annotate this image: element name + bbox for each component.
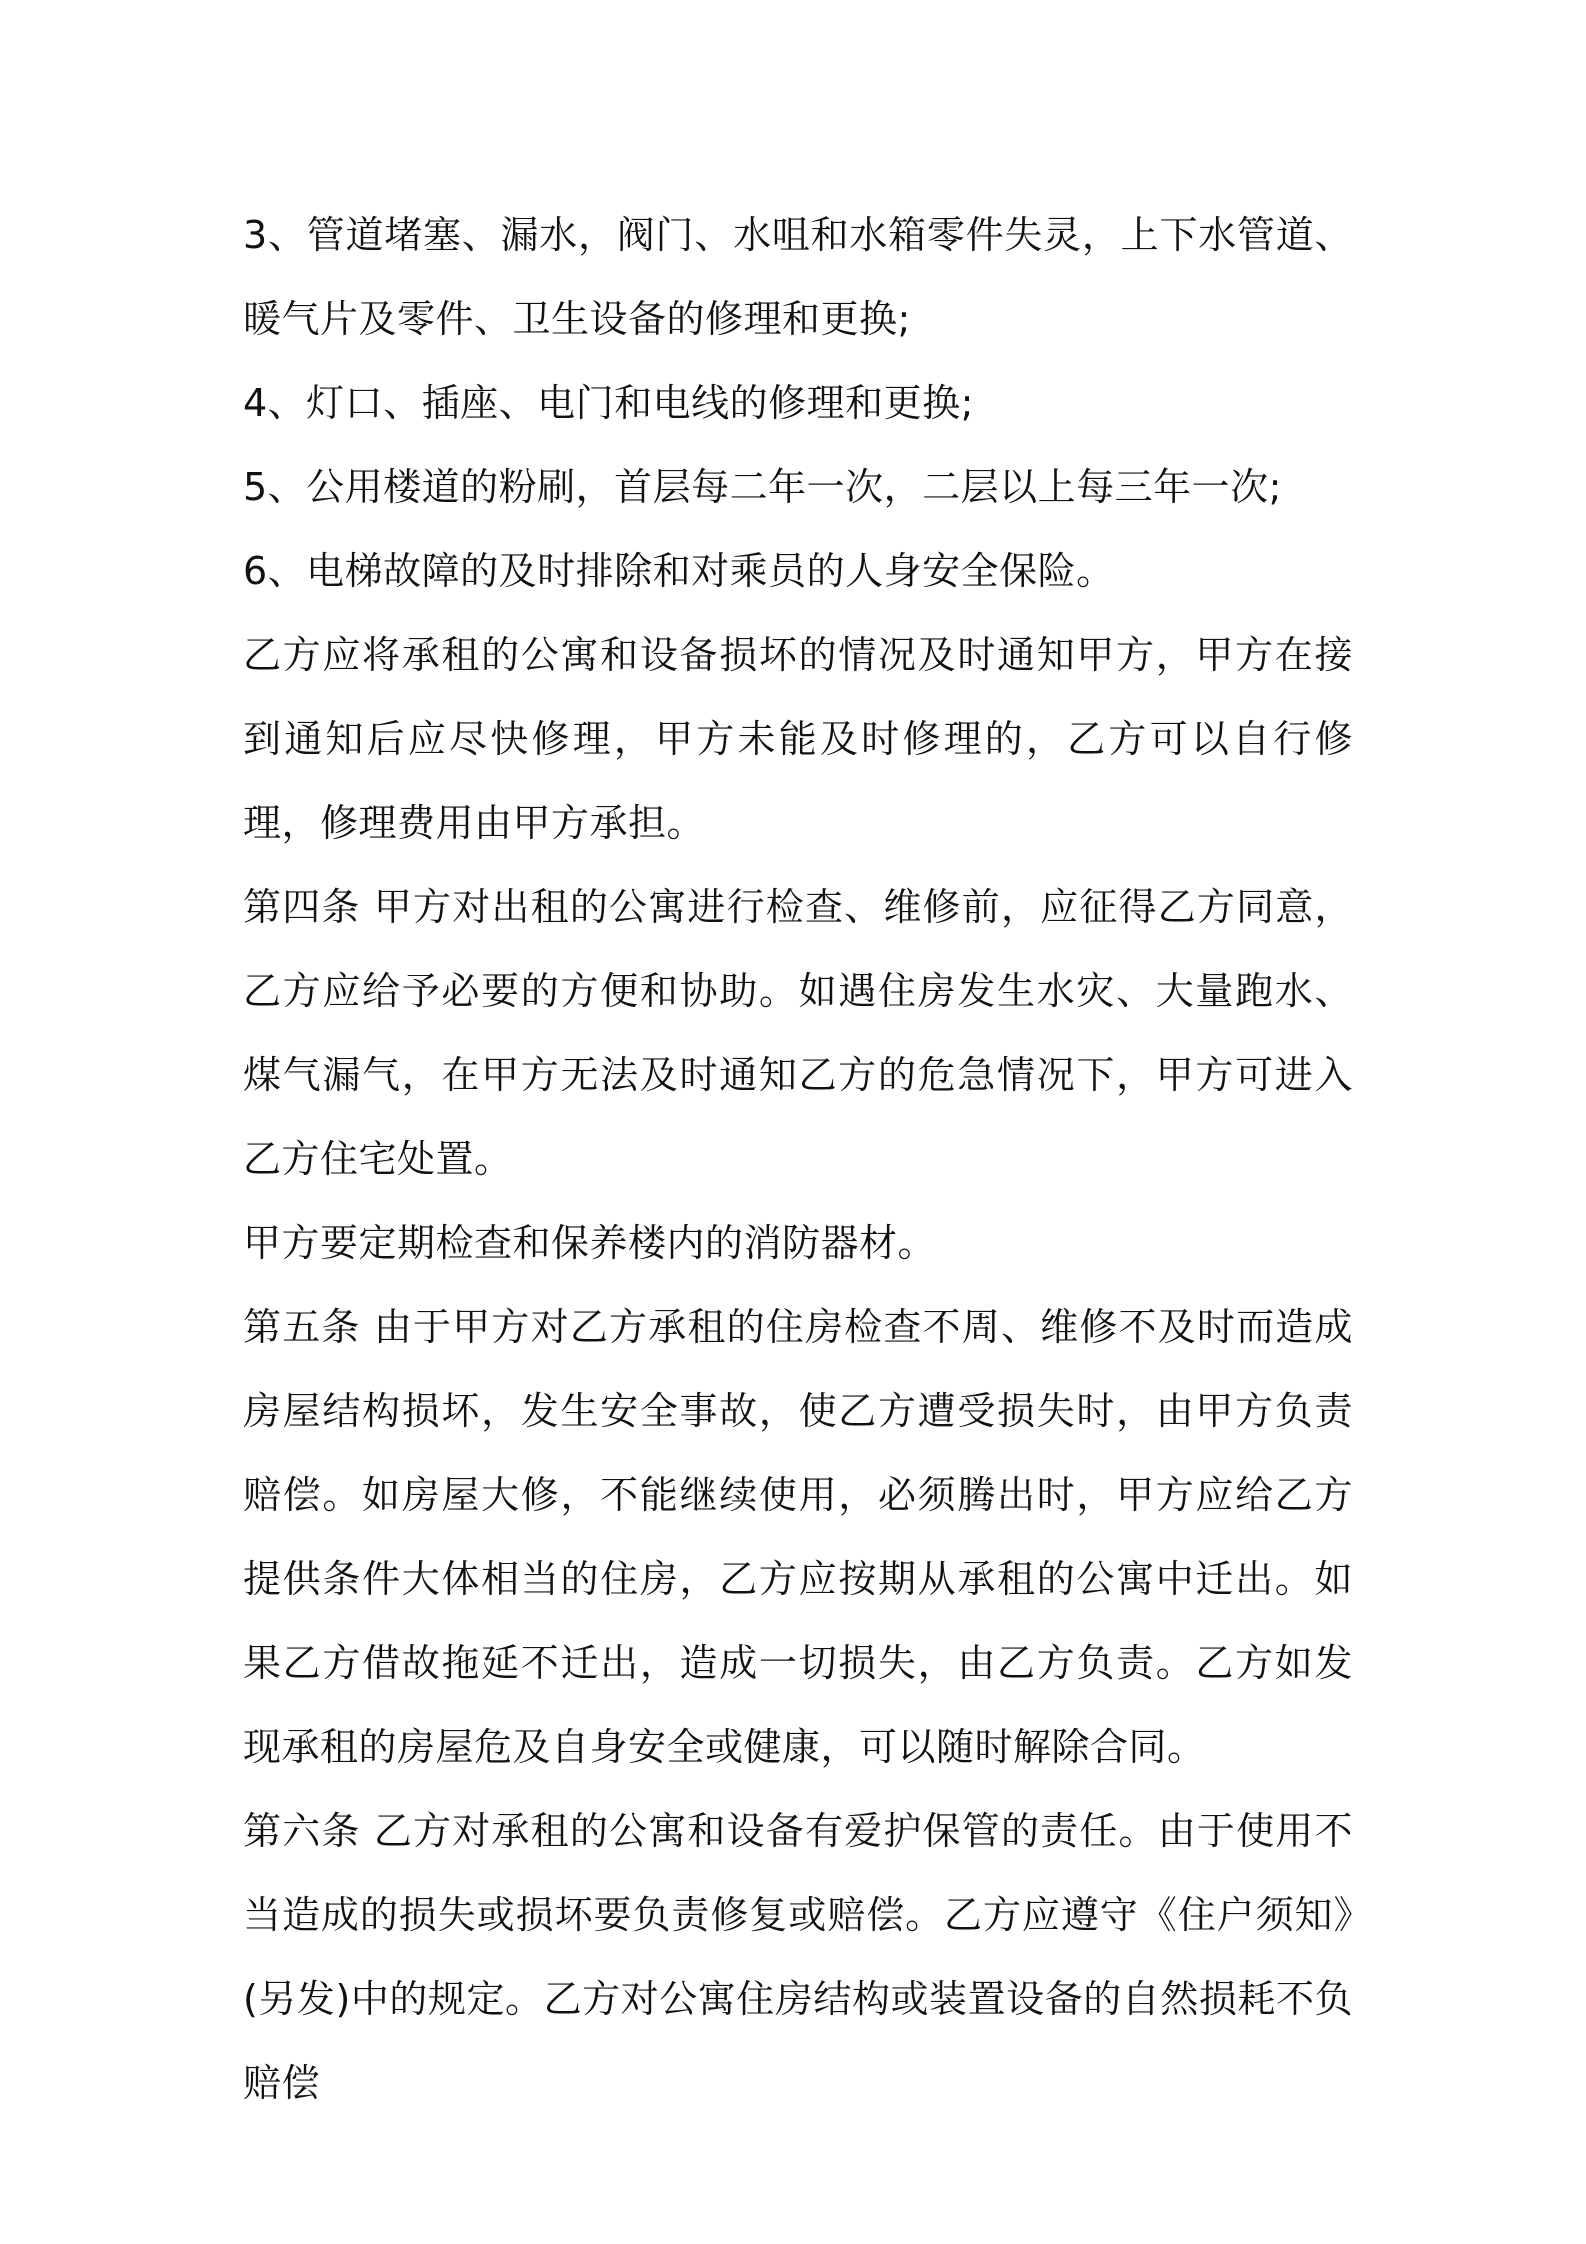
paragraph-fire-equipment: 甲方要定期检查和保养楼内的消防器材。	[243, 1221, 937, 1265]
paragraph-item-5: 5、公用楼道的粉刷，首层每二年一次，二层以上每三年一次;	[243, 465, 1282, 509]
document-body	[243, 193, 1353, 2125]
paragraph-article-4: 第四条 甲方对出租的公寓进行检查、维修前，应征得乙方同意，乙方应给予必要的方便和协助。如遇住房发生水灾、大量跑水、煤气漏气，在甲方无法及时通知乙方的危急情况下，甲方可进入乙方住宅处置。	[243, 885, 1353, 1181]
paragraph-item-4: 4、灯口、插座、电门和电线的修理和更换;	[243, 381, 974, 425]
paragraph-item-6: 6、电梯故障的及时排除和对乘员的人身安全保险。	[243, 549, 1115, 593]
paragraph-repair-notice: 乙方应将承租的公寓和设备损坏的情况及时通知甲方，甲方在接到通知后应尽快修理，甲方未能及时修理的，乙方可以自行修理，修理费用由甲方承担。	[243, 633, 1353, 845]
paragraph-article-6: 第六条 乙方对承租的公寓和设备有爱护保管的责任。由于使用不当造成的损失或损坏要负责修复或赔偿。乙方应遵守《住户须知》(另发)中的规定。乙方对公寓住房结构或装置设备的自然损耗不负赔偿	[243, 1809, 1353, 2105]
paragraph-article-5: 第五条 由于甲方对乙方承租的住房检查不周、维修不及时而造成房屋结构损坏，发生安全事故，使乙方遭受损失时，由甲方负责赔偿。如房屋大修，不能继续使用，必须腾出时，甲方应给乙方提供条件大体相当的住房，乙方应按期从承租的公寓中迁出。如果乙方借故拖延不迁出，造成一切损失，由乙方负责。乙方如发现承租的房屋危及自身安全或健康，可以随时解除合同。	[243, 1305, 1353, 1769]
paragraph-item-3: 3、管道堵塞、漏水，阀门、水咀和水箱零件失灵，上下水管道、暖气片及零件、卫生设备的修理和更换;	[243, 213, 1353, 341]
